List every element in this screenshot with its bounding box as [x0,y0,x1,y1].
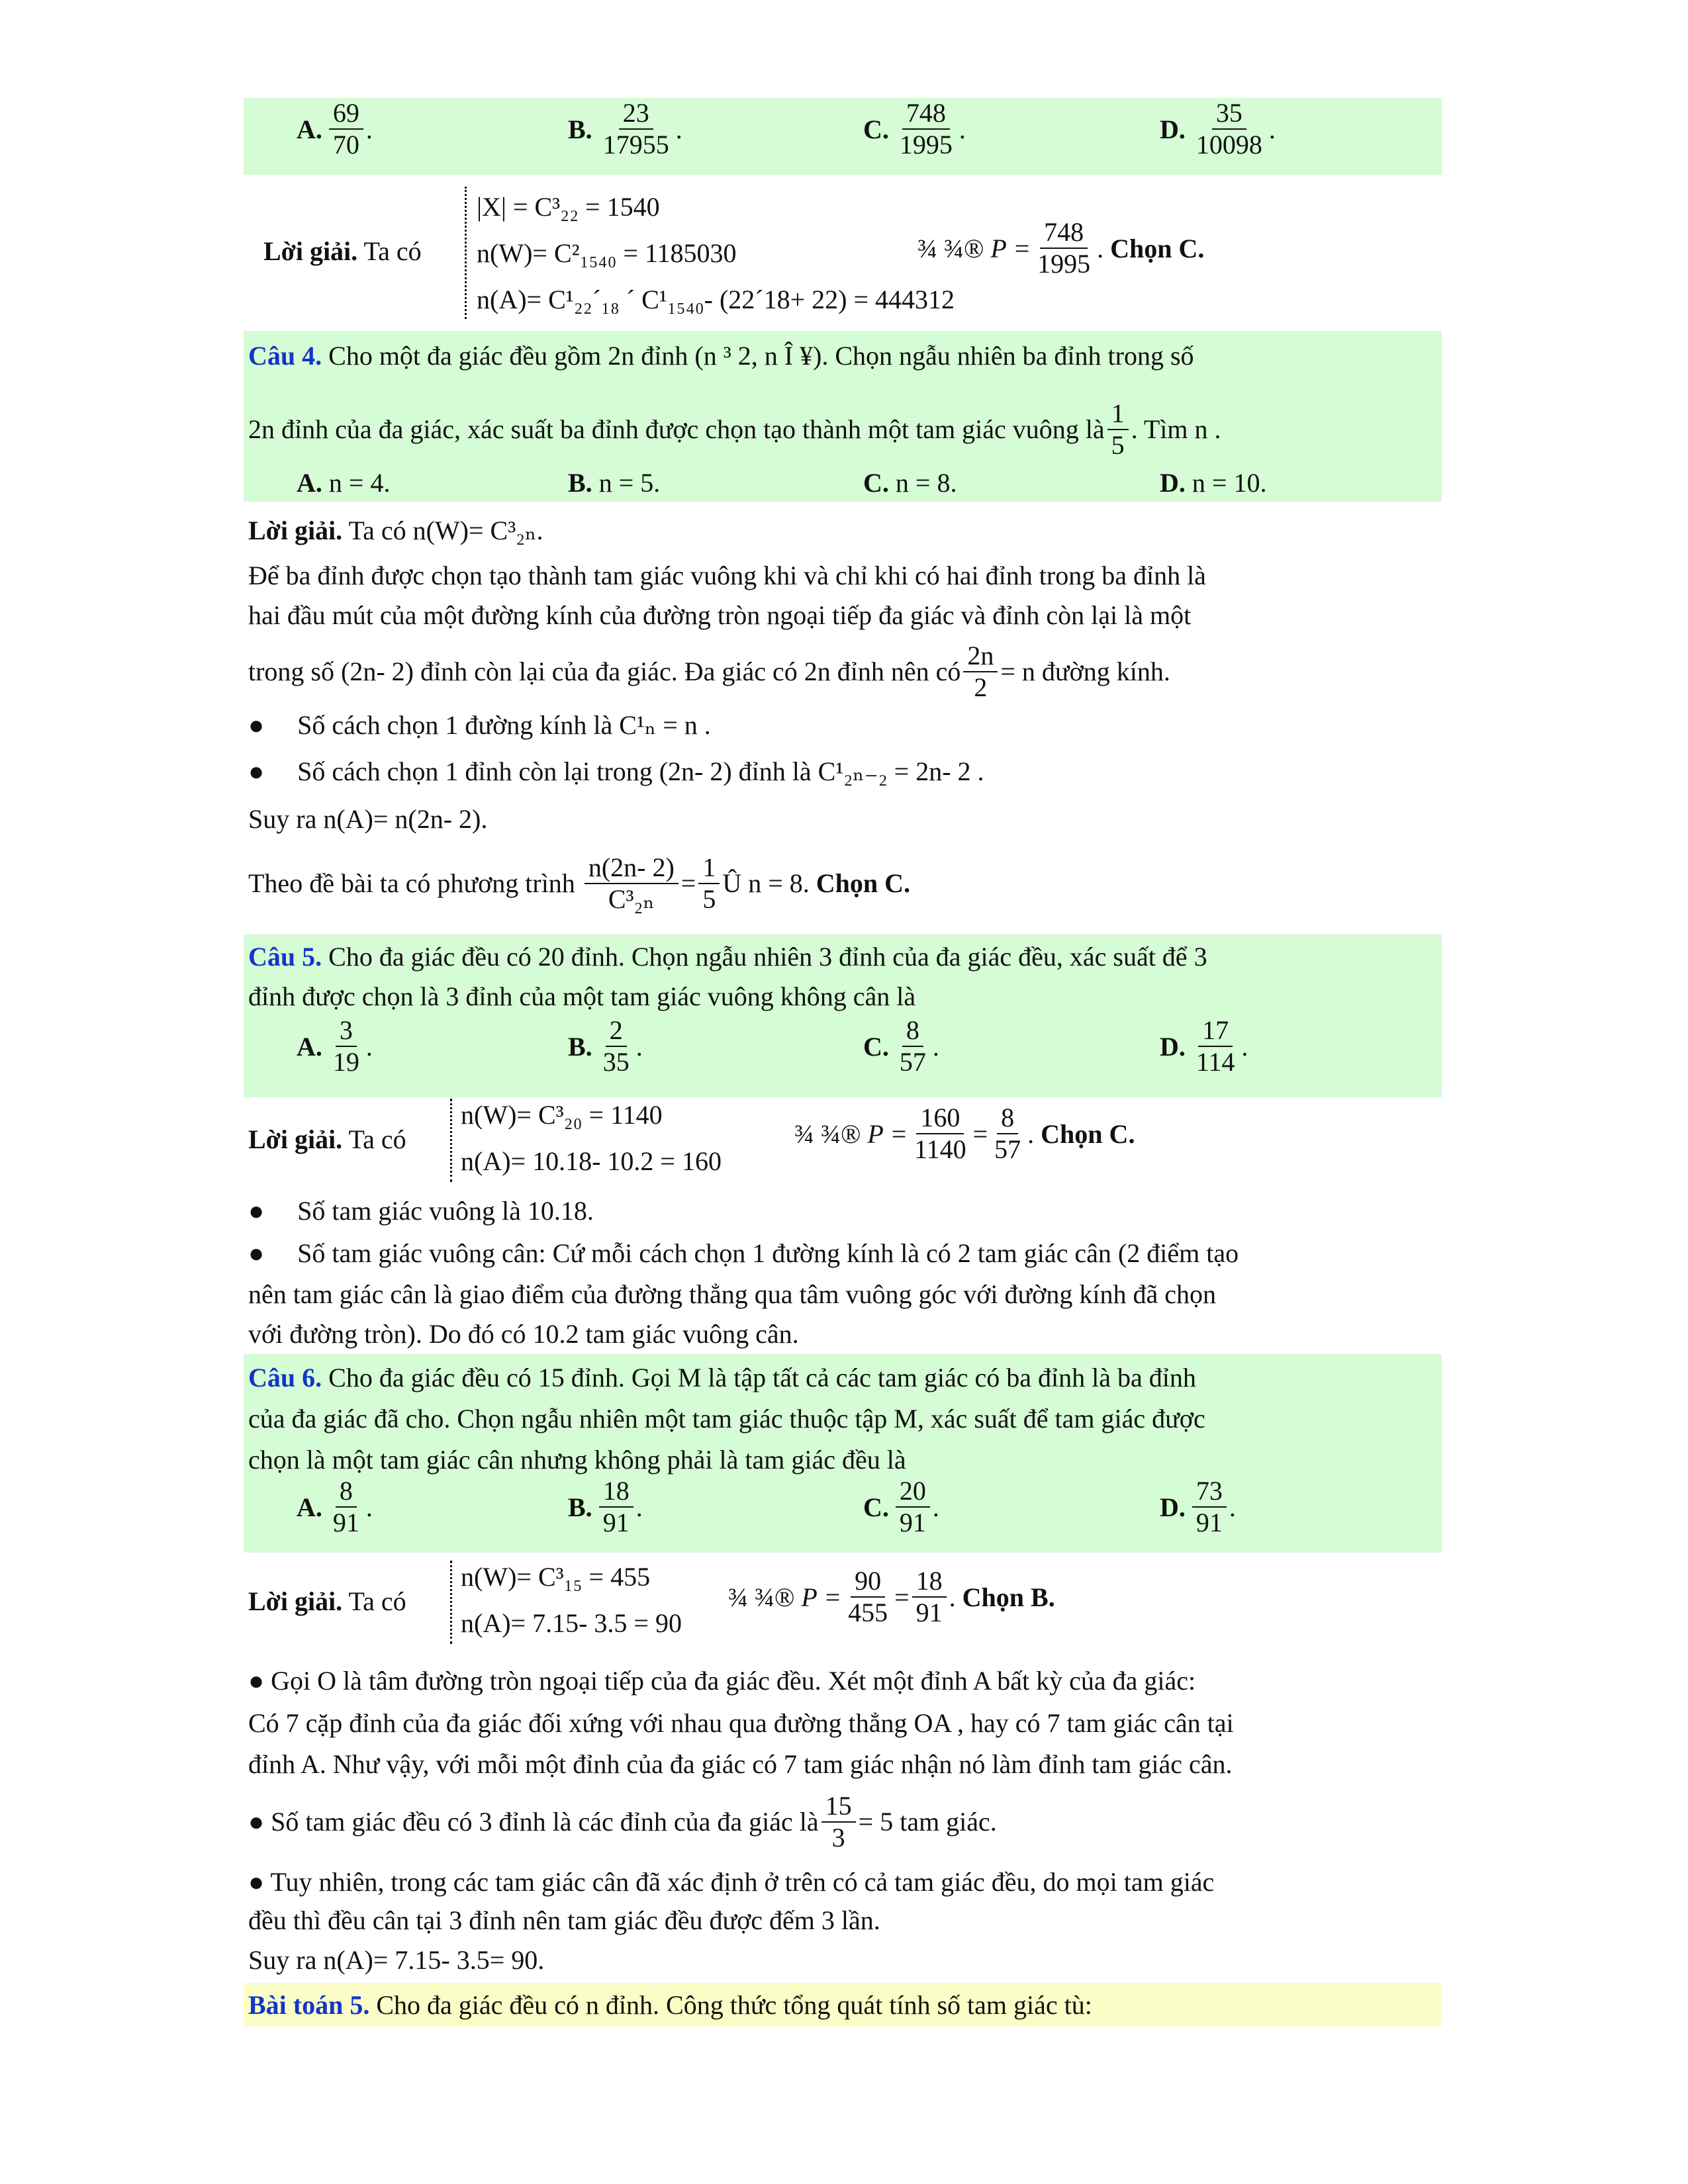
q3-choice-b[interactable]: B. $\frac{23}{17955}$ . [568,98,682,159]
q5-result: ¾ ¾® P = $\frac{160}{1140}$ = $\frac{8}{57}$ . Chọn C. [794,1103,1135,1164]
q6-choice-c[interactable]: C. $\frac{20}{91}$ . [863,1476,939,1537]
bullet-icon: ● [248,1666,265,1696]
q4-choice-a[interactable]: A. n = 4. [297,468,391,498]
fraction: $\frac{69}{70}$ [329,99,363,159]
system-brace-icon [450,1561,461,1644]
q6-system: n(W)= C³₁₅ = 455 n(A)= 7.15- 3.5 = 90 [461,1562,682,1638]
q6-bullet-1: ● Gọi O là tâm đường tròn ngoại tiếp của đa giác đều. Xét một đỉnh A bất kỳ của đa giác: [248,1666,1196,1696]
q5-system: n(W)= C³₂₀ = 1140 n(A)= 10.18- 10.2 = 160 [461,1100,722,1176]
fraction: $\frac{23}{17955}$ [602,98,669,159]
q6-solution: Lời giải. Ta có [248,1586,406,1616]
q5-text-line2: đỉnh được chọn là 3 đỉnh của một tam giác vuông không cân là [248,981,916,1011]
bullet-icon: ● [248,1196,265,1226]
q5-line2: nên tam giác cân là giao điểm của đường thẳng qua tâm vuông góc với đường kính đã chọn [248,1279,1216,1309]
bt5-heading: Bài toán 5. Cho đa giác đều có n đỉnh. Công thức tổng quát tính số tam giác tù: [248,1990,1092,2020]
q3-choice-a[interactable]: A. $\frac{69}{70}$ . [297,98,373,159]
q4-equation: Theo đề bài ta có phương trình $\frac{n(2n- 2)}{\text{C³₂ₙ}}$ = $\frac{1}{5}$ Û n = 8. Chọn C. [248,852,911,914]
bullet-icon: ● [248,1807,265,1837]
q3-choice-c[interactable]: C. $\frac{748}{1995}$ . [863,98,966,159]
q6-suy-ra: Suy ra n(A)= 7.15- 3.5= 90. [248,1945,545,1975]
q6-bullet-3: ● Tuy nhiên, trong các tam giác cân đã xác định ở trên có cả tam giác đều, do mọi tam giác [248,1867,1215,1897]
q6-bullet-1-line3: đỉnh A. Như vậy, với mỗi một đỉnh của đa giác có 7 tam giác nhận nó làm đỉnh tam giác cân. [248,1749,1233,1779]
q4-text-line1: Câu 4. Cho một đa giác đều gồm 2n đỉnh (n ³ 2, n Î ¥). Chọn ngẫu nhiên ba đỉnh trong số [248,341,1194,371]
q4-para-line2: hai đầu mút của một đường kính của đường tròn ngoại tiếp đa giác và đỉnh còn lại là một [248,600,1192,630]
bullet-icon: ● [248,756,265,786]
q3-system: |X| = C³₂₂ = 1540 n(W)= C²₁₅₄₀ = 1185030 n(A)= C¹₂₂´₁₈ ´ C¹₁₅₄₀- (22´18+ 22) = 444312 [477,192,955,314]
q4-bullet-2: ● Số cách chọn 1 đỉnh còn lại trong (2n- 2) đỉnh là C¹₂ₙ₋₂ = 2n- 2 . [248,756,984,786]
q5-choice-c[interactable]: C. $\frac{8}{57}$ . [863,1015,939,1077]
q4-bullet-1: ● Số cách chọn 1 đường kính là C¹ₙ = n . [248,710,711,740]
system-brace-icon [465,187,476,319]
q3-result: ¾ ¾® P = $\frac{748}{1995}$ . Chọn C. [917,217,1205,279]
q4-choice-d[interactable]: D. n = 10. [1160,468,1267,498]
q5-line3: với đường tròn). Do đó có 10.2 tam giác vuông cân. [248,1319,799,1349]
q5-bullet-2: ● Số tam giác vuông cân: Cứ mỗi cách chọn 1 đường kính là có 2 tam giác cân (2 điểm tạo [248,1238,1239,1268]
q6-text-line2: của đa giác đã cho. Chọn ngẫu nhiên một tam giác thuộc tập M, xác suất để tam giác được [248,1404,1205,1433]
q4-choice-c[interactable]: C. n = 8. [863,468,957,498]
bullet-icon: ● [248,710,265,740]
q5-choice-d[interactable]: D. $\frac{17}{114}$ . [1160,1015,1248,1077]
q6-choice-b[interactable]: B. $\frac{18}{91}$ . [568,1476,643,1537]
bullet-icon: ● [248,1238,265,1268]
fraction: $\frac{35}{10098}$ [1196,98,1262,159]
q6-bullet-1-line2: Có 7 cặp đỉnh của đa giác đối xứng với nhau qua đường thẳng OA , hay có 7 tam giác cân tại [248,1708,1234,1738]
q3-solution: Lời giải. Ta có [263,236,422,266]
q4-solution: Lời giải. Ta có n(W)= C³₂ₙ. [248,516,543,545]
q5-choice-b[interactable]: B. $\frac{2}{35}$ . [568,1015,643,1077]
q4-suy-ra: Suy ra n(A)= n(2n- 2). [248,804,488,834]
q4-text-line2: 2n đỉnh của đa giác, xác suất ba đỉnh được chọn tạo thành một tam giác vuông là $\frac{1}{5}$ . Tìm n . [248,398,1221,460]
bullet-icon: ● [248,1867,265,1897]
q4-para-line3: trong số (2n- 2) đỉnh còn lại của đa giác. Đa giác có 2n đỉnh nên có $\frac{2n}{2}$ = n đường kính. [248,641,1170,702]
q3-choice-d[interactable]: D. $\frac{35}{10098}$ . [1160,98,1276,159]
system-brace-icon [450,1099,461,1182]
q6-choice-a[interactable]: A. $\frac{8}{91}$ . [297,1476,373,1537]
q6-bullet-3-line2: đều thì đều cân tại 3 đỉnh nên tam giác đều được đếm 3 lần. [248,1905,880,1935]
q6-bullet-2: ● Số tam giác đều có 3 đỉnh là các đỉnh của đa giác là $\frac{15}{3}$ = 5 tam giác. [248,1791,997,1852]
q6-choice-d[interactable]: D. $\frac{73}{91}$ . [1160,1476,1236,1537]
q5-bullet-1: ● Số tam giác vuông là 10.18. [248,1196,594,1226]
q4-choice-b[interactable]: B. n = 5. [568,468,661,498]
q5-solution: Lời giải. Ta có [248,1124,406,1154]
q5-text-line1: Câu 5. Cho đa giác đều có 20 đỉnh. Chọn ngẫu nhiên 3 đỉnh của đa giác đều, xác suất để 3 [248,942,1207,972]
fraction: $\frac{748}{1995}$ [899,98,953,159]
q4-para-line1: Để ba đỉnh được chọn tạo thành tam giác vuông khi và chỉ khi có hai đỉnh trong ba đỉnh là [248,561,1206,590]
q6-text-line3: chọn là một tam giác cân nhưng không phải là tam giác đều là [248,1445,906,1475]
q6-text-line1: Câu 6. Cho đa giác đều có 15 đỉnh. Gọi M là tập tất cả các tam giác có ba đỉnh là ba đỉnh [248,1363,1196,1392]
q6-result: ¾ ¾® P = $\frac{90}{455}$ = $\frac{18}{91}$ . Chọn B. [728,1566,1055,1627]
q5-choice-a[interactable]: A. $\frac{3}{19}$ . [297,1015,373,1077]
